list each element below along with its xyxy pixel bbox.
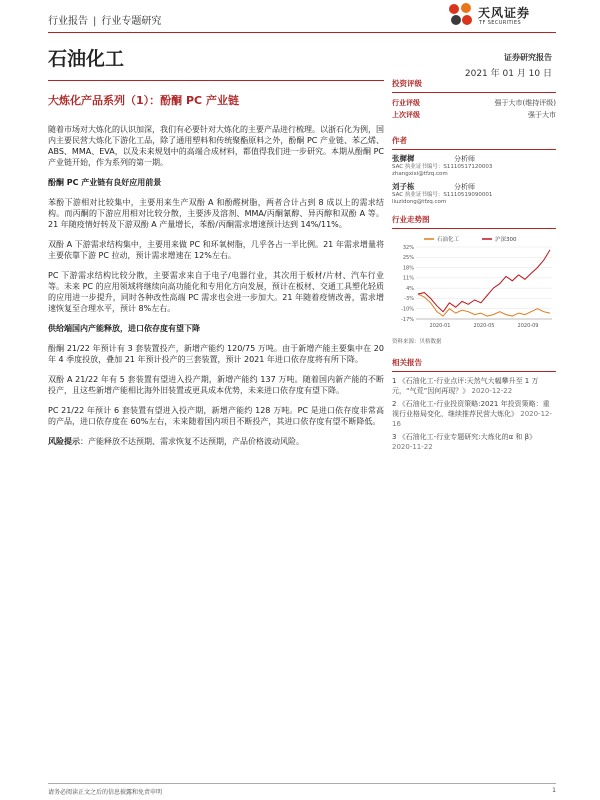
section-heading-supply: 供给端国内产能释放，进口依存度有望下降 <box>48 324 200 333</box>
related-report-item[interactable] <box>392 376 556 396</box>
y-tick-label: -3% <box>404 296 414 303</box>
header-divider <box>48 32 556 33</box>
report-date: 2021 年 01 月 10 日 <box>464 69 552 79</box>
y-tick-label: 25% <box>402 255 414 262</box>
industry-title: 石油化工 <box>48 48 125 70</box>
paragraph-pc-supply: PC 21/22 年预计 6 套装置有望进入投产期，新增产能约 128 万吨。PC 是进口依存度非常高的产品，进口依存度在 60%左右，未来随着国内项目不断投产，其进口依存度有望不断降低。 <box>48 406 384 426</box>
page-number: 1 <box>552 787 556 794</box>
author-section-title: 作者 <box>392 135 556 150</box>
rating-key: 行业评级 <box>392 99 420 107</box>
report-type: 证券研究报告 <box>504 53 552 62</box>
analyst-role: 分析师 <box>454 183 475 191</box>
sidebar <box>392 78 556 455</box>
y-tick-label: 4% <box>406 285 414 292</box>
rating-value: 强于大市(维持评级) <box>494 99 556 107</box>
analyst-card <box>392 182 556 206</box>
report-body <box>48 124 384 456</box>
report-title: 大炼化产品系列（1）：酚酮 PC 产业链 <box>48 94 239 107</box>
logo-en-text: TF SECURITIES <box>479 20 522 26</box>
y-tick-label: 32% <box>402 244 414 251</box>
x-tick-label: 2020-09 <box>517 323 539 329</box>
rating-section-title: 投资评级 <box>392 78 556 93</box>
related-report-date: 2020-11-22 <box>392 443 433 451</box>
risk-warning <box>48 436 384 447</box>
series-line <box>418 250 550 312</box>
related-report-title[interactable]: 1 《石油化工-行业点评:天然气大幅攀升至 1 万元，“气荒”因何再现？》 <box>392 377 539 395</box>
industry-trend-chart <box>392 214 556 345</box>
x-tick-label: 2020-05 <box>473 323 495 329</box>
y-tick-label: 18% <box>402 265 414 272</box>
x-tick-label: 2020-01 <box>429 323 451 329</box>
logo-cn-text: 天风证券 <box>478 6 531 20</box>
related-reports <box>392 357 556 452</box>
analyst-name: 张樨樨 <box>392 154 415 163</box>
company-logo <box>446 0 556 32</box>
analyst-cert: SAC 执业证书编号：S1110519090001 <box>392 192 493 198</box>
title-divider <box>48 80 384 81</box>
breadcrumb-separator: | <box>93 16 97 27</box>
paragraph-bpa-demand: 双酚 A 下游需求结构集中，主要用来做 PC 和环氧树脂，几乎各占一半比例。21 年需求增量将主要依靠下游 PC 拉动，预计需求增速在 12%左右。 <box>48 240 384 260</box>
y-tick-label: -10% <box>401 306 414 313</box>
related-report-item[interactable] <box>392 432 556 452</box>
risk-label: 风险提示 <box>48 437 80 446</box>
legend-label: 沪深300 <box>495 237 517 243</box>
breadcrumb-report-category: 行业专题研究 <box>101 16 162 27</box>
related-report-date: 2020-12-16 <box>392 410 553 428</box>
paragraph-bpa-supply: 双酚 A 21/22 年有 5 套装置有望进入投产期，新增产能约 137 万吨。随着国内新产能的不断投产，且这些新增产能相比海外旧装置或更具成本优势，未来进口依存度有望下降。 <box>48 375 384 395</box>
analyst-email[interactable]: liuzidong@tfzq.com <box>392 199 447 205</box>
page-footer <box>48 783 556 796</box>
paragraph-pc-demand: PC 下游需求结构比较分散，主要需求来自于电子/电器行业，其次用于板材/片材、汽车行业等。未来 PC 的应用领域将继续向高功能化和专用化方向发展，预计在板材、交通工具塑化轻质的应用进一步提升，同时各种改性高端 PC 需求也会进一步加大。21 年随着疫情改善，需求增速恢复至合理水平，预计 8%左右。 <box>48 271 384 313</box>
related-section-title: 相关报告 <box>392 357 556 372</box>
report-breadcrumb <box>48 12 161 27</box>
rating-row <box>392 97 556 109</box>
related-report-item[interactable] <box>392 399 556 429</box>
y-tick-label: -17% <box>401 316 414 323</box>
series-line <box>418 294 550 316</box>
analyst-card <box>392 154 556 178</box>
chart-source: 资料来源：贝格数据 <box>392 339 442 345</box>
related-report-title[interactable]: 3 《石油化工-行业专题研究:大炼化的α 和 β》 <box>392 433 537 441</box>
trend-chart-svg <box>392 233 556 333</box>
legend-label: 石油化工 <box>437 237 460 243</box>
rating-key: 上次评级 <box>392 111 420 119</box>
rating-row <box>392 109 556 121</box>
footer-disclaimer: 请务必阅读正文之后的信息披露和免责申明 <box>48 789 163 796</box>
related-report-title[interactable]: 2 《石油化工-行业投资策略:2021 年投资策略：重视行业格局变化，继续推荐民营大炼化》 <box>392 400 550 418</box>
paragraph-phenol-supply: 酚酮 21/22 年预计有 3 套装置投产，新增产能约 120/75 万吨。由于新增产能主要集中在 20 年 4 季度投放，叠加 21 年预计投产的三套装置，预计 2021 年进口依存度将有所下降。 <box>48 344 384 364</box>
rating-value: 强于大市 <box>528 111 556 119</box>
intro-paragraph: 随着市场对大炼化的认识加深，我们有必要针对大炼化的主要产品进行梳理。以浙石化为例，国内主要民营大炼化下游化工品，除了通用塑料和传统聚酯原料之外，酚酮 PC 产业链、苯乙烯、ABS、MMA、EVA，以及未来规划中的高端合成材料，都值得我们进一步研究。本期从酚酮 PC 产业链开始，作为系列的第一期。 <box>48 125 384 167</box>
logo-mark-icon <box>446 2 476 28</box>
risk-text: ：产能释放不达预期、需求恢复不达预期，产品价格波动风险。 <box>80 437 304 446</box>
chart-section-title: 行业走势图 <box>392 214 556 229</box>
y-tick-label: 11% <box>402 275 414 282</box>
breadcrumb-report-type: 行业报告 <box>48 16 88 27</box>
analyst-role: 分析师 <box>454 155 475 163</box>
analyst-cert: SAC 执业证书编号：S1110517120003 <box>392 164 493 170</box>
paragraph-phenol-acetone: 苯酚下游相对比较集中，主要用来生产双酚 A 和酚醛树脂，两者合计占到 8 成以上的需求结构。而丙酮的下游应用相对比较分散，主要涉及溶剂、MMA/丙酮氰醇、异丙醇和双酚 A 等。21 年随疫情好转及下游双酚 A 产量增长，苯酚/丙酮需求增速预计达到 14%/11%。 <box>48 198 384 229</box>
analyst-name: 刘子栋 <box>392 182 415 191</box>
section-heading-demand: 酚酮 PC 产业链有良好应用前景 <box>48 178 162 187</box>
related-report-date: 2020-12-22 <box>471 387 513 395</box>
analyst-email[interactable]: zhangxixi@tfzq.com <box>392 171 448 177</box>
